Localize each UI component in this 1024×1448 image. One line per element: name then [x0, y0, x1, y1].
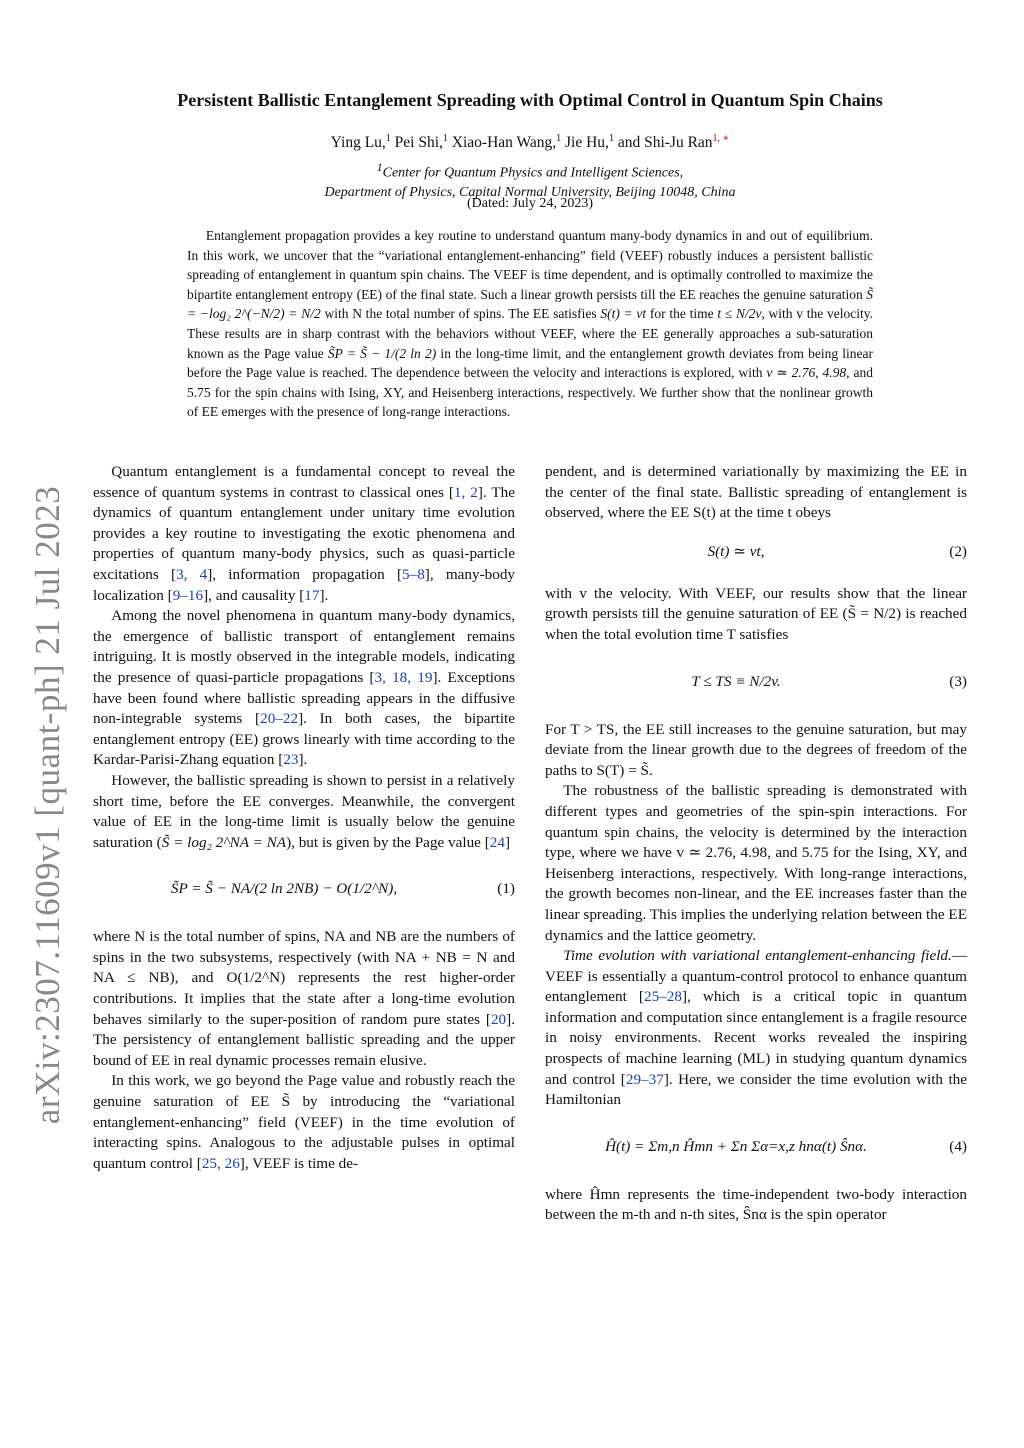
equation-2: S(t) ≃ vt, (2) — [545, 534, 967, 574]
author: Pei Shi, — [394, 134, 443, 152]
citation-link[interactable]: 1, 2 — [453, 483, 478, 501]
section-heading: Time evolution with variational entanglement-enhancing field. — [563, 947, 952, 965]
paragraph: Quantum entanglement is a fundamental concept to reveal the essence of quantum systems in contrast to classical ones [1, 2]. The dynamics of quantum entanglement under unitary time evolution provides a key routine to investigating the exotic phenomena and properties of quantum many-body physics, such as quasi-particle excitations [3, 4], information propagation [5–8], many-body localization [9–16], and causality [17]. — [93, 463, 516, 604]
left-column — [93, 462, 515, 1174]
equation-number: (4) — [949, 1137, 967, 1155]
date-line: (Dated: July 24, 2023) — [467, 196, 593, 211]
citation-link[interactable]: 17 — [304, 586, 320, 604]
citation-link[interactable]: 25–28 — [643, 988, 682, 1006]
paragraph: where Ĥmn represents the time-independent two-body interaction between the m-th and n-th sites, Ŝnα is the spin operator — [545, 1185, 967, 1224]
citation-link[interactable]: 20–22 — [260, 710, 299, 728]
paragraph: Among the novel phenomena in quantum many-body dynamics, the emergence of ballistic transport of entanglement remains intriguing. It is mostly observed in the integrable models, indicating the presence of quasi-particle propagations [3, 18, 19]. Exceptions have been found where ballistic spreading appears in the diffusive non-integrable systems [20–22]. In both cases, the bipartite entanglement entropy (EE) grows linearly with time according to the Kardar-Parisi-Zhang equation [23]. — [93, 607, 516, 769]
corresponding-mark[interactable]: 1, ∗ — [712, 133, 730, 144]
citation-link[interactable]: 5–8 — [402, 565, 425, 583]
citation-link[interactable]: 25, 26 — [201, 1154, 240, 1172]
citation-link[interactable]: 3, 4 — [176, 565, 208, 583]
equation-1: S̃P = S̃ − NA/(2 ln 2NB) − O(1/2^N), (1) — [93, 863, 515, 917]
right-column — [545, 462, 967, 1226]
paragraph: pendent, and is determined variationally by maximizing the EE in the center of the final state. Ballistic spreading of entanglement is observed, where the EE S(t) at the time t obeys — [545, 463, 967, 522]
author: and Shi-Ju Ran — [617, 134, 713, 152]
author: Xiao-Han Wang, — [451, 134, 557, 152]
citation-link[interactable]: 9–16 — [172, 586, 204, 604]
author-list: Ying Lu,$^1$ Pei Shi,$^1$ Xiao-Han Wang,$^1$ Jie Hu,$^1$ and Shi-Ju Ran$^{1, ∗}$ — [330, 133, 730, 152]
equation-4: Ĥ(t) = Σm,n Ĥmn + Σn Σα=x,z hnα(t) Ŝnα. (4) — [545, 1121, 967, 1175]
affiliation: $^1$Center for Quantum Physics and Intelligent Sciences, Department of Physics, Capital Normal University, Beijing 10048, China — [324, 161, 736, 200]
paragraph: Time evolution with variational entanglement-enhancing field.— VEEF is essentially a quantum-control protocol to enhance quantum entanglement [25–28], which is a critical topic in quantum information and computation since entanglement is a fragile resource in noisy environments. Recent works revealed the inspiring prospects of machine learning (ML) in studying quantum dynamics and control [29–37]. Here, we consider the time evolution with the Hamiltonian — [545, 947, 967, 1109]
equation-number: (3) — [949, 672, 967, 690]
paragraph: The robustness of the ballistic spreading is demonstrated with different types and geometries of the spin-spin interactions. For quantum spin chains, the velocity is determined by the interaction type, where we have v ≃ 2.76, 4.98, and 5.75 for the Ising, XY, and Heisenberg interactions, respectively. With long-range interactions, the growth becomes non-linear, and the EE increases faster than the linear spreading. This implies the underlying relation between the EE dynamics and the lattice geometry. — [545, 782, 967, 944]
equation-number: (2) — [949, 542, 967, 560]
paragraph: However, the ballistic spreading is shown to persist in a relatively short time, before the EE converges. Meanwhile, the convergent value of EE in the long-time limit is usually below the genuine saturation (S̃ = log₂ 2^NA = NA), but is given by the Page value [24] — [93, 771, 515, 851]
arxiv-stamp — [18, 455, 78, 1155]
citation-link[interactable]: 23 — [283, 751, 299, 769]
paragraph: with v the velocity. With VEEF, our results show that the linear growth persists till the genuine saturation of EE (S̃ = N/2) is reached when the total evolution time T satisfies — [545, 584, 967, 643]
paper-title: Persistent Ballistic Entanglement Spreading with Optimal Control in Quantum Spin Chains — [177, 90, 883, 110]
citation-link[interactable]: 20 — [490, 1010, 507, 1028]
paragraph: In this work, we go beyond the Page value and robustly reach the genuine saturation of EE S̃ by introducing the “variational entanglement-enhancing” field (VEEF) in the time evolution of interacting spins. Analogous to the adjustable pulses in optimal quantum control [25, 26], VEEF is time de- — [93, 1072, 515, 1172]
abstract: Entanglement propagation provides a key routine to understand quantum many-body dynamics in and out of equilibrium. In this work, we uncover that the “variational entanglement-enhancing” field (VEEF) robustly induces a persistent ballistic spreading of entanglement in quantum spin chains. The VEEF is time dependent, and is optimally controlled to maximize the bipartite entanglement entropy (EE) of the final state. Such a linear growth persists till the EE reaches the genuine saturation S̃ = −log₂ 2^(−N/2) = N/2 with N the total number of spins. The EE satisfies S(t) = vt for the time t ≤ N/2v, with v the velocity. These results are in sharp contrast with the behaviors without VEEF, where the EE generally approaches a sub-saturation known as the Page value S̃P = S̃ − 1/(2 ln 2) in the long-time limit, and the entanglement growth deviates from being linear before the Page value is reached. The dependence between the velocity and interactions is explored, with v ≃ 2.76, 4.98, and 5.75 for the spin chains with Ising, XY, and Heisenberg interactions, respectively. We further show that the nonlinear growth of EE emerges with the presence of long-range interactions. — [187, 228, 874, 420]
citation-link[interactable]: 24 — [489, 833, 505, 851]
citation-link[interactable]: 29–37 — [625, 1070, 664, 1088]
author: Ying Lu, — [330, 134, 386, 152]
equation-number: (1) — [497, 880, 515, 898]
paragraph: For T > TS, the EE still increases to the genuine saturation, but may deviate from the linear growth due to the degrees of freedom of the paths to S(T) = S̃. — [545, 720, 967, 779]
equation-3: T ≤ TS ≡ N/2v. (3) — [545, 656, 967, 710]
author: Jie Hu, — [565, 134, 609, 152]
arxiv-id: arXiv:2307.11609v1 [quant-ph] 21 Jul 2023 — [28, 485, 67, 1125]
paragraph: where N is the total number of spins, NA and NB are the numbers of spins in the two subsystems, respectively (with NA + NB = N and NA ≤ NB), and O(1/2^N) represents the rest higher-order contributions. It implies that the state after a long-time evolution behaves similarly to the super-position of random pure states [20]. The persistency of entanglement ballistic spreading and the upper bound of EE in real dynamic processes remain elusive. — [93, 928, 515, 1069]
citation-link[interactable]: 3, 18, 19 — [374, 668, 433, 686]
